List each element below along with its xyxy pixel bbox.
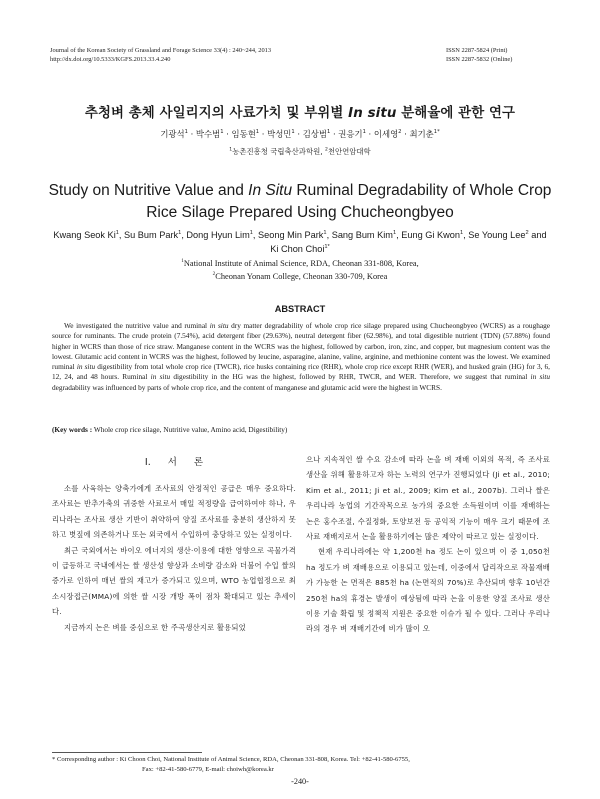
author-en-sup: 1* (324, 243, 330, 250)
abstract-heading: ABSTRACT (274, 304, 326, 314)
intro-paragraph-4: 으나 지속적인 쌀 수요 감소에 따라 논을 벼 재배 이외의 목적, 즉 조사료 생산을 위해 활용하고자 하는 노력의 연구가 진행되었다 (Ji et al., 2010; Kim et al., 2011; Ji et al., 2009; Kim et al., 2007b). 그러나 쌀은 우리나라 농업의 기간작목으로 농가의 중요한 소득원이며 이를 재배하는 논은 홍수조절, 수질정화, 토양보전 등 공익적 기능이 매우 크기 때문에 조사료 재배지로서 논을 활용하기에는 많은 제약이 따르고 있는 실정이다. (306, 455, 550, 542)
keywords-label: (Key words : (52, 425, 93, 434)
author-en-sup: 1 (459, 229, 464, 236)
author-en-name: Se Young Lee (468, 230, 526, 240)
affil-ko-1: 농촌진흥청 국립축산과학원, (232, 147, 325, 156)
affil-ko-2: 천안연암대학 (327, 147, 371, 156)
keywords-text: Whole crop rice silage, Nutritive value, Amino acid, Digestibility) (92, 425, 288, 434)
footnote-line-2: Fax: +82-41-580-6779, E-mail: choiwh@korea.kr (142, 766, 274, 773)
author-ko-name: 임동현 (231, 129, 256, 139)
english-title-part2: Ruminal Degradability of Whole Crop Rice Silage Prepared Using Chucheongbyeo (146, 182, 552, 221)
journal-citation: Journal of the Korean Society of Grassland and Forage Science 33(4) : 240~244, 2013 (50, 47, 272, 54)
author-ko-sup: 1 (184, 129, 188, 136)
english-title-part1: Study on Nutritive Value and (48, 182, 249, 199)
author-en-sup: 1 (178, 229, 182, 236)
left-column (52, 448, 296, 635)
affil-en-line-1 (0, 258, 600, 271)
intro-paragraph-1: 소를 사육하는 양축가에게 조사료의 안정적인 공급은 매우 중요하다. 조사료는 반추가축의 귀중한 사료로서 매일 적정량을 급여하여야 하나, 우리나라는 조사료 생산 기반이 취약하여 양질 조사료를 충분히 생산하지 못하고 볏짚에 의존하거나 또는 외국에서 수입하여 충당하고 있는 실정이다. (52, 484, 296, 540)
author-ko-sup: 1 (255, 129, 260, 136)
intro-paragraph-5: 현재 우리나라에는 약 1,200천 ha 정도 논이 있으며 이 중 1,050천 ha 정도가 벼 재배용으로 이용되고 있는데, 이중에서 답리작으로 작물재배가 가능한 논 면적은 885천 ha (논면적의 70%)로 추산되며 향후 10년간 250천 ha의 휴경논 발생이 예상됨에 따라 논을 이용한 양질 조사료 생산이용 기술 확립 및 정책적 지원은 중요한 이슈가 될 수 있다. 그러나 우리나라의 경우 벼 재배기간에 비가 많이 오 (306, 547, 550, 634)
right-column (306, 452, 550, 637)
abstract-italic-term: in situ (209, 321, 229, 330)
affil-en-sup-1: 1 (181, 258, 184, 265)
author-ko-sup: 1 (326, 129, 331, 136)
korean-title (0, 102, 600, 121)
affil-ko-sup-1: 1 (229, 147, 233, 153)
author-ko-sup: 1 (291, 129, 295, 136)
affil-en-text-2: Cheonan Yonam College, Cheonan 330-709, Korea (215, 271, 388, 281)
abstract-body: We investigated the nutritive value and ruminal in situ dry matter degradability of whole crop rice silage prepared using Chucheongbyeo (WCRS) as a roughage source for ruminants. The crude protein (7.54%), acid detergent fiber (29.63%), neutral detergent fiber (62.98%), and total digestible nutrient (TDN) (57.88%) found higher in WCRS than those of rice straw. Manganese content in the WCRS was the highest, followed by carbon, iron, zinc, and copper, but magnesium content was the lowest. Glutamic acid content in WCRS was the highest, followed by leucine, asparagine, alanine, valine, arginine, and methionine content was the lowest. We examined ruminal in situ digestibility from total whole crop rice (TWCR), rice husks containing rice (RHR), whole crop rice except RHR (WER), and husked grain (HG) for 3, 6, 12, 24, and 48 hours. Ruminal in situ digestibility in the HG was the highest, followed by RHR, TWCR, and WER. Therefore, we suggest that ruminal in situ degradability was influenced by parts of whole crop rice, and the content of manganese and glutamic acid were the highest in WCRS. (52, 321, 551, 392)
english-authors: Kwang Seok Ki$^1$, Su Bum Park$^1$, Dong Hyun Lim$^1$, Seong Min Park$^1$, Sang Bum Kim$^1$, Eung Gi Kwon$^1$, Se Young Lee$^2$ and Ki Chon Choi$^{1*}$ (53, 229, 547, 254)
page-number: -240- (291, 777, 309, 786)
affil-en-text-1: National Institute of Animal Science, RDA, Cheonan 331-808, Korea, (183, 259, 419, 268)
footnote-divider (52, 752, 202, 753)
abstract-italic-term: in situ (150, 372, 171, 382)
abstract-italic-term: in situ (76, 362, 96, 372)
author-ko-name: 기광석 (160, 129, 185, 139)
author-ko-sup: 1 (362, 129, 366, 136)
journal-header (50, 46, 271, 65)
korean-title-italic: In situ (348, 106, 397, 121)
author-en-name: Sang Bum Kim (331, 230, 393, 240)
author-ko-sup: 1* (433, 129, 440, 136)
author-en-name: Kwang Seok Ki (53, 230, 116, 240)
author-ko-name: 박수범 (195, 129, 221, 139)
section-heading-introduction: Ⅰ. 서 론 (144, 457, 204, 468)
korean-title-part2: 분해율에 관한 연구 (396, 106, 516, 121)
keywords (52, 425, 550, 435)
english-title (40, 180, 560, 224)
english-affiliations (0, 258, 600, 283)
corresponding-author-footnote (52, 755, 562, 775)
author-en-sup: 1 (115, 229, 119, 236)
doi-link[interactable]: http://dx.doi.org/10.5333/KGFS.2013.33.4.240 (50, 56, 171, 64)
affil-ko-sup-2: 2 (324, 147, 328, 153)
affil-en-sup-2: 2 (212, 270, 216, 277)
korean-affiliations (0, 146, 600, 157)
issn-block (446, 46, 512, 65)
intro-paragraph-2: 최근 국외에서는 바이오 에너지의 생산·이용에 대한 영향으로 곡물가격이 급등하고 국내에서는 쌀 생산성 향상과 소비량 감소와 더불어 수입 쌀의 증가로 인하여 매년 쌀의 재고가 증가되고 있으며, WTO 농업협정으로 최소시장접근(MMA)에 의한 쌀 시장 개방 폭이 점차 확대되고 있는 추세이다. (52, 545, 296, 617)
author-ko-name: 권응기 (338, 129, 363, 139)
issn-print: ISSN 2287-5824 (Print) (446, 47, 508, 54)
author-en-name: Seong Min Park (258, 230, 324, 240)
korean-authors: 기광석$^1$ · 박수범$^1$ · 임동현$^1$ · 박성민$^1$ · 김상범$^1$ · 권응기$^1$ · 이세영$^2$ · 최기춘$^{1*}$ (160, 129, 440, 139)
author-en-sup: 1 (392, 229, 397, 236)
issn-online: ISSN 2287-5832 (Online) (446, 56, 513, 64)
author-en-name: Dong Hyun Lim (186, 230, 250, 240)
author-en-name: Su Bum Park (124, 230, 179, 240)
intro-paragraph-3: 지금까지 논은 벼를 중심으로 한 주곡생산지로 활용되었 (64, 622, 246, 632)
footnote-line-1: * Corresponding author : Ki Choon Choi, National Institute of Animal Science, RDA, Cheonan 331-808, Korea. Tel: +82-41-580-6755, (52, 756, 410, 763)
author-ko-sup: 2 (398, 129, 402, 136)
korean-title-part1: 추청벼 총체 사일리지의 사료가치 및 부위별 (84, 106, 349, 121)
author-en-sup: 1 (249, 229, 253, 236)
author-ko-sup: 1 (220, 129, 224, 136)
author-en-sup: 1 (323, 229, 327, 236)
author-ko-name: 김상범 (302, 129, 327, 139)
author-en-sup: 2 (525, 229, 529, 236)
author-en-name: Ki Chon Choi (270, 244, 325, 254)
author-ko-name: 최기춘 (409, 129, 434, 139)
author-ko-name: 박성민 (267, 129, 292, 139)
author-en-name: Eung Gi Kwon (401, 230, 460, 240)
affil-en-line-2 (0, 271, 600, 284)
abstract-italic-term: in situ (530, 372, 551, 382)
author-ko-name: 이세영 (373, 129, 399, 139)
english-title-italic: In Situ (248, 182, 293, 199)
